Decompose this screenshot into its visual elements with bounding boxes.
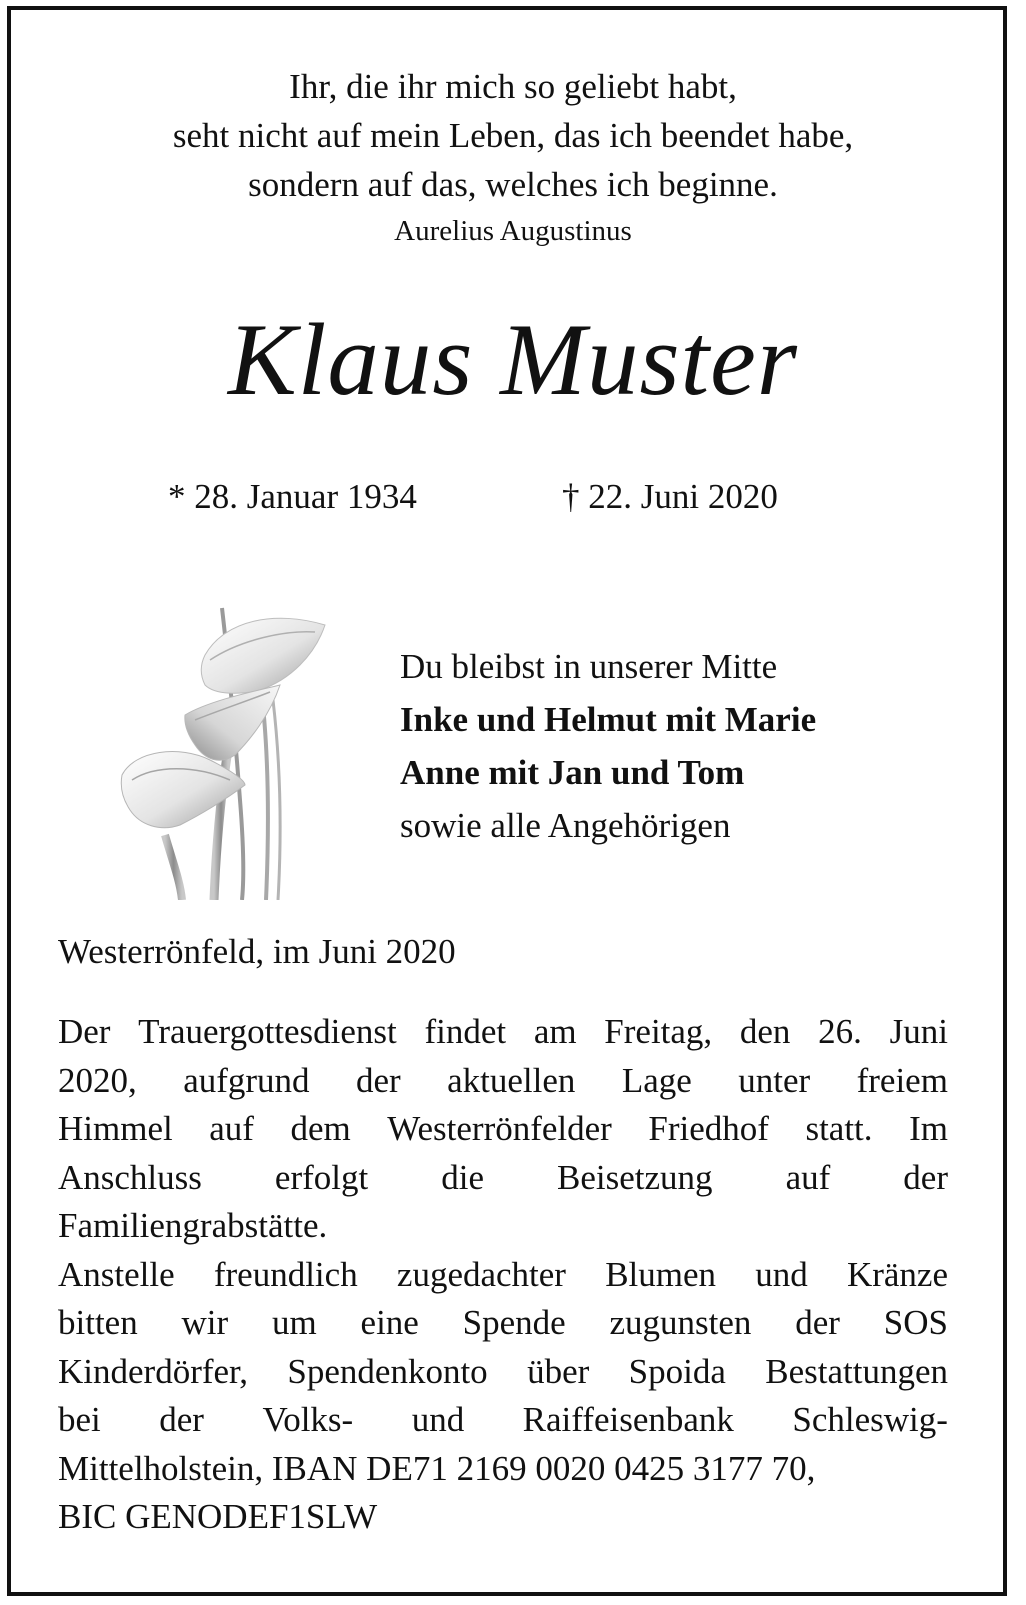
body-line [58,1348,948,1397]
body-word: freiem [856,1060,948,1100]
mourners-family-line: Anne mit Jan und Tom [400,753,745,792]
body-word: zugedachter [396,1254,566,1294]
body-word: SOS [883,1303,948,1342]
body-line [58,1396,948,1445]
body-word: 2020, [58,1060,137,1100]
body-word: auf [209,1109,254,1148]
body-word: aufgrund [183,1060,310,1100]
body-word: Westerrönfelder [387,1109,612,1148]
body-word: eine [360,1303,419,1342]
body-word: Bestattungen [765,1351,948,1391]
body-word: Schleswig- [792,1400,948,1439]
body-word: statt. [805,1109,873,1148]
body-word: zugunsten [609,1303,752,1342]
mourners-family-line: Inke und Helmut mit Marie [400,700,817,739]
body-word: freundlich [213,1254,358,1294]
body-word: Friedhof [648,1109,769,1148]
quote [0,62,1026,209]
body-word: wir [181,1303,229,1342]
deceased-name: Klaus Muster [228,303,798,417]
body-word: Spende [462,1303,566,1342]
mourners-relatives: sowie alle Angehörigen [400,806,731,845]
body-word: den [739,1012,791,1051]
mourners-intro: Du bleibst in unserer Mitte [400,647,778,686]
body-line: BIC GENODEF1SLW [58,1497,378,1536]
body-word: Raiffeisenbank [522,1400,734,1439]
body-word: der [159,1400,204,1439]
body-line [58,1057,948,1106]
body-word: Lage [621,1060,692,1100]
body-word: Blumen [605,1254,717,1294]
quote-line: Ihr, die ihr mich so geliebt habt, [289,67,737,106]
body-word: am [533,1012,577,1051]
body-word: Juni [889,1012,948,1051]
quote-author: Aurelius Augustinus [394,215,632,247]
body-word: unter [738,1060,811,1100]
body-word: Himmel [58,1109,173,1148]
body-word: Im [909,1109,948,1148]
body-line [58,1299,948,1348]
quote-line: seht nicht auf mein Leben, das ich beendet habe, [172,116,854,155]
body-word: bitten [58,1303,138,1342]
body-word: auf [785,1157,831,1197]
body-word: die [441,1157,484,1197]
body-word: dem [290,1109,351,1148]
mourners-block [400,640,816,852]
body-line [58,1008,948,1057]
body-line [58,1251,948,1300]
body-word: Spendenkonto [287,1351,488,1391]
body-word: um [272,1303,317,1342]
body-word: der [795,1303,840,1342]
body-word: der [355,1060,401,1100]
body-word: aktuellen [447,1060,576,1100]
body-line: Familiengrabstätte. [58,1206,328,1245]
body-word: Volks- [262,1400,354,1439]
body-line: Mittelholstein, IBAN DE71 2169 0020 0425 3177 70, [58,1448,816,1488]
body-word: Spoida [628,1351,726,1391]
body-word: Beisetzung [557,1157,713,1197]
body-word: 26. [818,1012,862,1051]
body-word: Kinderdörfer, [58,1351,249,1391]
death-date: † 22. Juni 2020 [562,477,778,516]
body-word: bei [58,1400,101,1439]
body-line [58,1154,948,1203]
body-word: Anstelle [58,1254,175,1294]
body-word: über [527,1351,590,1391]
body-word: Anschluss [58,1157,202,1197]
birth-date: * 28. Januar 1934 [168,477,417,516]
body-word: und [411,1400,465,1439]
place-and-date: Westerrönfeld, im Juni 2020 [58,932,456,971]
body-word: erfolgt [274,1157,369,1197]
body-line [58,1105,948,1154]
calla-lily-flower-icon [110,600,350,900]
body-word: Freitag, [604,1012,713,1051]
quote-line: sondern auf das, welches ich beginne. [248,165,778,204]
body-word: der [903,1157,948,1197]
service-information [58,1008,948,1542]
body-word: findet [424,1012,507,1051]
body-word: und [755,1254,808,1294]
body-word: Der [58,1012,111,1051]
body-word: Kränze [846,1254,948,1294]
body-word: Trauergottesdienst [138,1012,397,1051]
